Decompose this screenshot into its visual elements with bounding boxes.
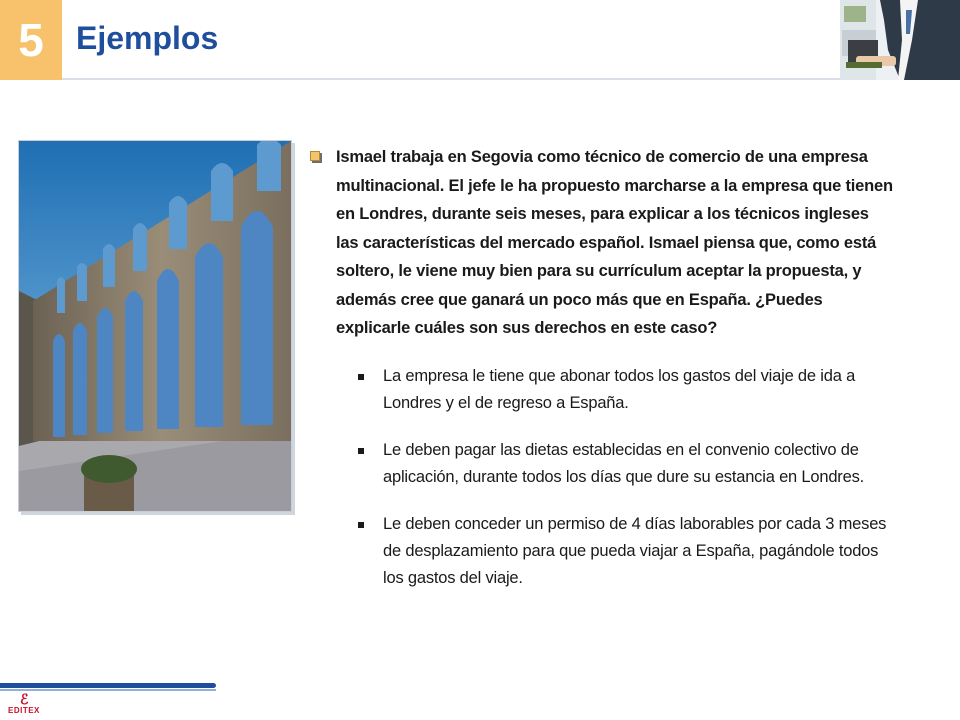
header-divider: [62, 78, 840, 80]
answer-list: [310, 363, 895, 592]
question-text: Ismael trabaja en Segovia como técnico de comercio de una empresa multinacional. El jefe le ha propuesto marcharse a la empresa que tienen en Londres, durante seis meses, para explicar a los técnicos ingleses las características del mercado español. Ismael piensa que, como está soltero, le viene muy bien para su currículum aceptar la propuesta, y además cree que ganará un poco más que en España. ¿Puedes explicarle cuáles son sus derechos en este caso?: [336, 148, 893, 337]
question-item: [310, 143, 895, 343]
answer-text: Le deben conceder un permiso de 4 días laborables por cada 3 meses de desplazamiento para que pueda viajar a España, pagándole todos los gastos del viaje.: [383, 514, 887, 587]
editex-logo: [6, 690, 66, 718]
example-content: [310, 143, 895, 592]
page-title: Ejemplos: [76, 20, 219, 56]
segovia-aqueduct-photo: [18, 140, 292, 512]
answer-item: [358, 363, 895, 417]
chapter-badge: [0, 0, 62, 80]
editex-logo-text: EDITEX: [8, 706, 40, 715]
square-bullet-icon: [310, 151, 322, 163]
answer-text: Le deben pagar las dietas establecidas en el convenio colectivo de aplicación, durante todos los días que dure su estancia en Londres.: [383, 440, 865, 486]
square-bullet-icon: [358, 374, 364, 380]
answer-text: La empresa le tiene que abonar todos los gastos del viaje de ida a Londres y el de regreso a España.: [383, 366, 856, 412]
square-bullet-icon: [358, 448, 364, 454]
header-office-photo: [840, 0, 960, 80]
footer-bar: [0, 683, 216, 688]
editex-logo-icon: ℰ: [20, 691, 29, 707]
square-bullet-icon: [358, 522, 364, 528]
answer-item: [358, 511, 895, 592]
chapter-number: 5: [18, 14, 44, 66]
answer-item: [358, 437, 895, 491]
